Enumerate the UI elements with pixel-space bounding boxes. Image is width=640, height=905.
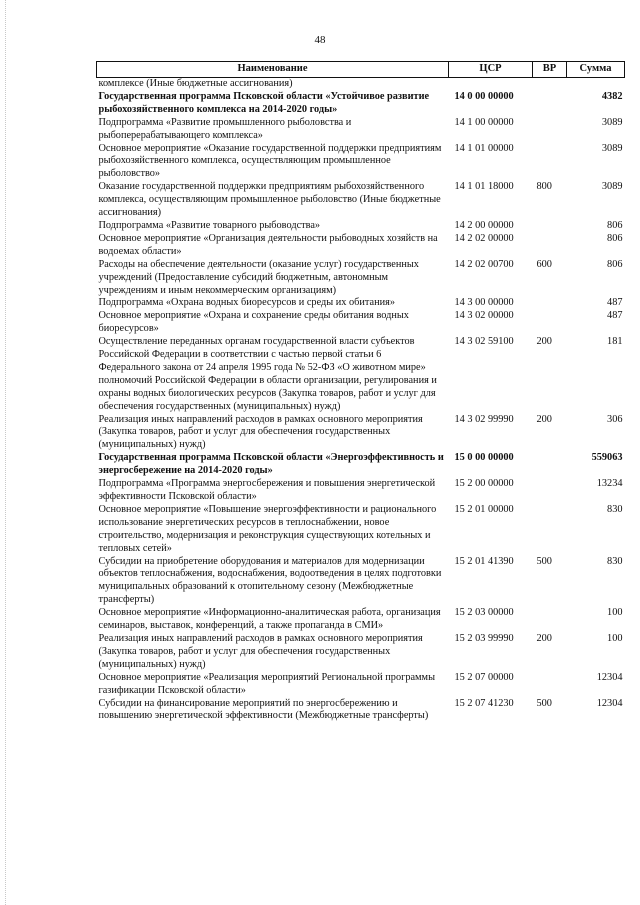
row-csr: 14 0 00 00000 — [454, 90, 514, 102]
row-vr — [533, 310, 567, 336]
row-vr — [533, 233, 567, 259]
row-name: Основное мероприятие «Информационно-аналитическая работа, организация семинаров, выставок, конференций, а также пропаганда в СМИ» — [98, 607, 441, 632]
table-row — [97, 504, 625, 556]
row-name: Осуществление переданных органам государственной власти субъектов Российской Федерации в соответствии с частью первой статьи 6 Федерального закона от 24 апреля 1995 года № 52-ФЗ «О животном мире» полномочий Российской Федерации в области организации, регулирования и охраны водных биологических ресурсов (Закупка товаров, работ и услуг для обеспечения государственных (муниципальных) нужд) — [98, 336, 437, 412]
row-csr: 14 3 02 99990 — [454, 413, 514, 425]
row-csr: 15 2 07 00000 — [454, 671, 514, 683]
row-name: Основное мероприятие «Оказание государственной поддержки предприятиям рыбохозяйственного комплекса, осуществляющим промышленное рыболовство» — [98, 142, 442, 180]
table-row — [97, 259, 625, 298]
row-name: Основное мероприятие «Охрана и сохранение среды обитания водных биоресурсов» — [98, 310, 409, 335]
row-name: комплексе (Иные бюджетные ассигнования) — [98, 78, 293, 89]
row-name: Реализация иных направлений расходов в рамках основного мероприятия (Закупка товаров, работ и услуг для обеспечения государственных (муниципальных) нужд) — [98, 413, 423, 451]
row-name: Оказание государственной поддержки предприятиям рыбохозяйственного комплекса, осуществляющим промышленное рыболовство (Иные бюджетные ассигнования) — [98, 181, 441, 219]
table-row — [97, 478, 625, 504]
row-sum: 100 — [607, 607, 623, 619]
row-vr — [533, 91, 567, 117]
row-csr: 14 1 00 00000 — [454, 116, 514, 128]
row-csr — [449, 78, 533, 91]
row-name: Основное мероприятие «Реализация мероприятий Региональной программы газификации Псковской области» — [98, 671, 435, 696]
row-vr — [533, 143, 567, 182]
table-row — [97, 556, 625, 608]
row-csr: 15 2 01 41390 — [454, 555, 514, 567]
row-csr: 15 2 03 00000 — [454, 607, 514, 619]
row-csr: 14 1 01 00000 — [454, 142, 514, 154]
budget-table — [96, 61, 625, 723]
row-csr: 15 2 03 99990 — [454, 632, 514, 644]
row-csr: 14 1 01 18000 — [454, 181, 514, 193]
row-vr — [533, 478, 567, 504]
row-name: Подпрограмма «Программа энергосбережения и повышения энергетической эффективности Псковской области» — [98, 478, 436, 502]
row-name: Реализация иных направлений расходов в рамках основного мероприятия (Закупка товаров, работ и услуг для обеспечения государственных (муниципальных) нужд) — [98, 632, 423, 670]
row-sum: 806 — [607, 219, 623, 231]
table-row — [97, 698, 625, 724]
row-vr — [533, 220, 567, 233]
row-sum: 100 — [607, 632, 623, 644]
header-csr: ЦСР — [449, 62, 533, 78]
row-sum: 806 — [607, 258, 623, 270]
row-name: Подпрограмма «Развитие промышленного рыболовства и рыбоперерабатывающего комплекса» — [98, 116, 352, 141]
row-sum: 3089 — [601, 142, 623, 154]
row-vr: 500 — [536, 555, 552, 567]
row-csr: 14 2 00 00000 — [454, 219, 514, 231]
row-sum: 830 — [607, 555, 623, 567]
table-row — [97, 452, 625, 478]
row-vr — [533, 297, 567, 310]
row-vr — [533, 504, 567, 556]
row-vr — [533, 452, 567, 478]
header-name: Наименование — [97, 62, 449, 78]
row-csr: 15 2 00 00000 — [454, 478, 514, 490]
row-name: Основное мероприятие «Повышение энергоэффективности и рационального использование энергетических ресурсов в теплоснабжении, новое строительство, модернизация и реконструкция существующих котельных и тепловых сетей» — [98, 503, 437, 554]
table-row — [97, 233, 625, 259]
table-row — [97, 297, 625, 310]
table-row — [97, 181, 625, 220]
row-sum: 306 — [607, 413, 623, 425]
row-name: Субсидии на финансирование мероприятий по энергосбережению и повышению энергетической эффективности (Межбюджетные трансферты) — [98, 697, 429, 722]
header-vr: ВР — [533, 62, 567, 78]
header-sum: Сумма — [567, 62, 625, 78]
row-sum: 806 — [607, 232, 623, 244]
page-number: 48 — [314, 34, 326, 46]
row-csr: 15 0 00 00000 — [454, 452, 514, 464]
row-name: Государственная программа Псковской области «Устойчивое развитие рыбохозяйственного комплекса на 2014-2020 годы» — [98, 90, 430, 115]
row-vr: 600 — [536, 258, 552, 270]
row-csr: 14 3 02 59100 — [454, 336, 514, 348]
table-row — [97, 336, 625, 413]
scan-edge-dots — [5, 0, 6, 905]
budget-table-container — [96, 61, 624, 723]
row-csr: 14 2 02 00000 — [454, 232, 514, 244]
row-name: Подпрограмма «Охрана водных биоресурсов и среды их обитания» — [98, 297, 395, 309]
row-name: Субсидии на приобретение оборудования и материалов для модернизации объектов теплоснабжения, водоснабжения, водоотведения в целях подготовки муниципальных образований к отопительному сезону (Межбюджетные трансферты) — [98, 555, 442, 606]
row-csr: 15 2 07 41230 — [454, 697, 514, 709]
table-row — [97, 310, 625, 336]
row-sum: 12304 — [596, 671, 623, 683]
row-sum: 12304 — [596, 697, 623, 709]
header-row — [97, 62, 625, 78]
table-row — [97, 78, 625, 91]
table-row — [97, 117, 625, 143]
row-name: Подпрограмма «Развитие товарного рыбоводства» — [98, 219, 321, 231]
row-sum: 3089 — [601, 181, 623, 193]
table-row — [97, 414, 625, 453]
row-sum: 830 — [607, 503, 623, 515]
row-sum: 487 — [607, 310, 623, 322]
table-row — [97, 91, 625, 117]
row-name: Государственная программа Псковской области «Энергоэффективность и энергосбережение на 2014-2020 годы» — [98, 452, 444, 477]
row-sum — [567, 78, 625, 91]
row-sum: 181 — [607, 336, 623, 348]
row-name: Расходы на обеспечение деятельности (оказание услуг) государственных учреждений (Предоставление субсидий бюджетным, автономным учреждениям и иным некоммерческим организациям) — [98, 258, 419, 296]
table-header — [97, 62, 625, 78]
row-csr: 15 2 01 00000 — [454, 503, 514, 515]
row-sum: 559063 — [591, 452, 623, 464]
table-row — [97, 220, 625, 233]
row-sum: 3089 — [601, 116, 623, 128]
table-body — [97, 78, 625, 724]
table-row — [97, 633, 625, 672]
row-name: Основное мероприятие «Организация деятельности рыбоводных хозяйств на водоемах области» — [98, 232, 438, 257]
row-csr: 14 3 00 00000 — [454, 297, 514, 309]
row-vr — [533, 672, 567, 698]
row-vr — [533, 78, 567, 91]
row-csr: 14 3 02 00000 — [454, 310, 514, 322]
row-sum: 13234 — [596, 478, 623, 490]
row-vr: 800 — [536, 181, 552, 193]
row-vr — [533, 117, 567, 143]
row-vr: 200 — [536, 632, 552, 644]
row-sum: 4382 — [601, 90, 623, 102]
table-row — [97, 143, 625, 182]
table-row — [97, 672, 625, 698]
row-vr: 500 — [536, 697, 552, 709]
row-sum: 487 — [607, 297, 623, 309]
row-csr: 14 2 02 00700 — [454, 258, 514, 270]
row-vr — [533, 607, 567, 633]
table-row — [97, 607, 625, 633]
row-vr: 200 — [536, 336, 552, 348]
row-vr: 200 — [536, 413, 552, 425]
